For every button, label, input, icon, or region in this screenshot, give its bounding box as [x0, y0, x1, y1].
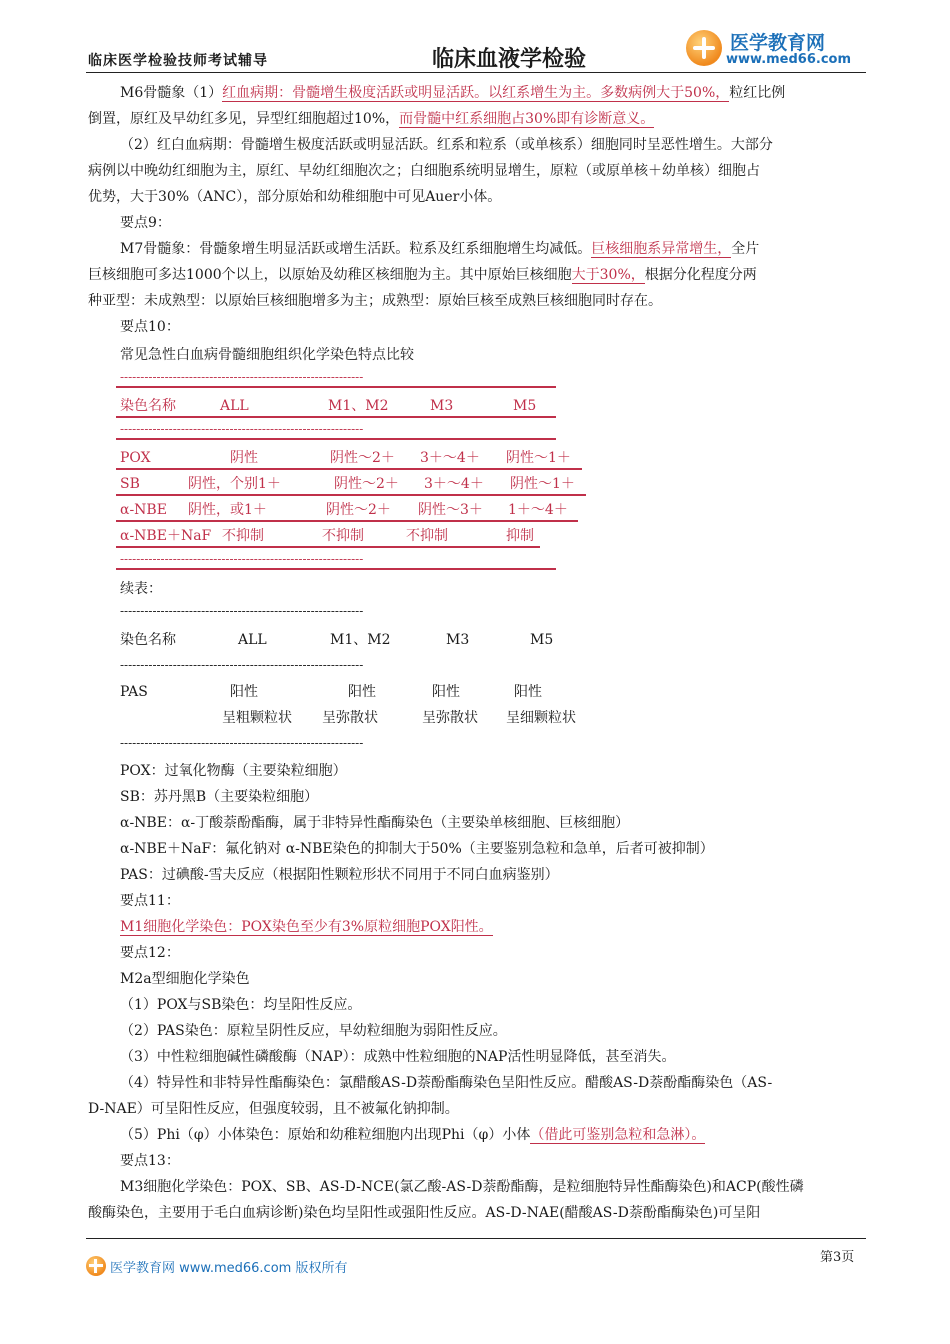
table1-header-0: 染色名称 — [120, 398, 176, 414]
table2-r2-c4: 呈细颗粒状 — [506, 710, 576, 726]
table2-dash-top: ------------------------------------------------------------ — [120, 604, 364, 618]
table1-dash-bottom: ------------------------------------------------------------ — [120, 552, 364, 566]
m2a-item-2: （2）PAS染色：原粒呈阴性反应，早幼粒细胞为弱阳性反应。 — [120, 1023, 507, 1039]
keypoint-10: 要点10： — [120, 319, 180, 335]
table1-r3-c4: 抑制 — [506, 528, 534, 544]
table1-r0-c3: 3＋～4＋ — [420, 450, 480, 466]
table1-header-1: ALL — [220, 398, 249, 414]
p2-line2: 病例以中晚幼红细胞为主，原红、早幼红细胞次之；白细胞系统明显增生，原粒（或原单核＋幼单核）细胞占 — [88, 163, 760, 179]
table1-r1-c2: 阴性～2＋ — [334, 476, 399, 492]
footer-divider — [86, 1238, 866, 1239]
p3-line3: 种亚型：未成熟型：以原始巨核细胞增多为主；成熟型：原始巨核至成熟巨核细胞同时存在。 — [88, 293, 662, 309]
table1-rule — [116, 520, 578, 522]
table1-r2-c3: 阴性～3＋ — [418, 502, 483, 518]
keypoint-9: 要点9： — [120, 215, 171, 231]
m2a-title: M2a型细胞化学染色 — [120, 971, 250, 987]
table2-header-1: ALL — [238, 632, 267, 648]
keypoint-11-text: M1细胞化学染色：POX染色至少有3%原粒细胞POX阳性。 — [120, 919, 493, 935]
table-title: 常见急性白血病骨髓细胞组织化学染色特点比较 — [120, 347, 414, 363]
note-pas: PAS：过碘酸-雪夫反应（根据阳性颗粒形状不同用于不同白血病鉴别） — [120, 867, 559, 883]
m2a-item-4: （4）特异性和非特异性酯酶染色：氯醋酸AS-D萘酚酯酶染色呈阳性反应。醋酸AS-D萘酚酯酶染色（AS- — [120, 1075, 773, 1091]
table2-dash-bottom: ------------------------------------------------------------ — [120, 736, 364, 750]
p2-line1: （2）红白血病期：骨髓增生极度活跃或明显活跃。红系和粒系（或单核系）细胞同时呈恶性增生。大部分 — [120, 137, 773, 153]
table2-header-4: M5 — [530, 632, 554, 648]
keypoint-11: 要点11： — [120, 893, 180, 909]
table1-rule — [116, 438, 556, 440]
continued-label: 续表： — [120, 581, 162, 597]
table1-rule — [116, 546, 540, 548]
p1-line1: M6骨髓象（1）红血病期：骨髓增生极度活跃或明显活跃。以红系增生为主。多数病例大于50%，粒红比例 — [120, 85, 786, 101]
table2-r1-c0: PAS — [120, 684, 148, 700]
table1-r3-c3: 不抑制 — [406, 528, 448, 544]
m3-line1: M3细胞化学染色：POX、SB、AS-D-NCE(氯乙酸-AS-D萘酚酯酶，是粒细胞特异性酯酶染色)和ACP(酸性磷 — [120, 1179, 804, 1195]
table1-r0-c2: 阴性～2＋ — [330, 450, 395, 466]
m2a-item-5: （5）Phi（φ）小体染色：原始和幼稚粒细胞内出现Phi（φ）小体（借此可鉴别急粒和急淋）。 — [120, 1127, 706, 1143]
table2-dash-mid: ------------------------------------------------------------ — [120, 658, 364, 672]
keypoint-12: 要点12： — [120, 945, 180, 961]
logo-url: www.med66.com — [726, 52, 852, 67]
header-divider — [86, 72, 866, 73]
table1-r0-c4: 阴性～1＋ — [506, 450, 571, 466]
table1-r2-c1: 阴性，或1＋ — [188, 502, 267, 518]
table1-r1-c0: SB — [120, 476, 140, 492]
table2-header-3: M3 — [446, 632, 470, 648]
table1-r0-c1: 阴性 — [230, 450, 258, 466]
logo-cross-icon — [686, 30, 722, 66]
table1-dash-mid: ------------------------------------------------------------ — [120, 422, 364, 436]
table2-r1-c4: 阳性 — [514, 684, 542, 700]
table2-header-2: M1、M2 — [330, 632, 391, 648]
p2-line3: 优势，大于30%（ANC），部分原始和幼稚细胞中可见Auer小体。 — [88, 189, 502, 205]
table1-r2-c0: α-NBE — [120, 502, 167, 518]
table1-r2-c2: 阴性～2＋ — [326, 502, 391, 518]
footer-copyright[interactable]: 医学教育网 www.med66.com 版权所有 — [110, 1261, 348, 1276]
table1-r1-c4: 阴性～1＋ — [510, 476, 575, 492]
table1-r1-c3: 3＋～4＋ — [424, 476, 484, 492]
note-nbe: α-NBE：α-丁酸萘酚酯酶，属于非特异性酯酶染色（主要染单核细胞、巨核细胞） — [120, 815, 630, 831]
table1-r0-c0: POX — [120, 450, 151, 466]
table2-header-0: 染色名称 — [120, 632, 176, 648]
header-left-title: 临床医学检验技师考试辅导 — [88, 53, 268, 69]
table1-rule — [116, 386, 556, 388]
keypoint-13: 要点13： — [120, 1153, 180, 1169]
table1-r3-c1: 不抑制 — [222, 528, 264, 544]
footer-logo-icon — [86, 1256, 106, 1276]
table1-r3-c2: 不抑制 — [322, 528, 364, 544]
table1-header-2: M1、M2 — [328, 398, 389, 414]
table1-rule — [116, 468, 582, 470]
note-sb: SB：苏丹黑B（主要染粒细胞） — [120, 789, 319, 805]
table1-header-4: M5 — [513, 398, 537, 414]
table2-r2-c2: 呈弥散状 — [322, 710, 378, 726]
m2a-item-3: （3）中性粒细胞碱性磷酸酶（NAP）：成熟中性粒细胞的NAP活性明显降低，甚至消失。 — [120, 1049, 676, 1065]
table1-rule — [116, 494, 586, 496]
table2-r2-c3: 呈弥散状 — [422, 710, 478, 726]
table1-r1-c1: 阴性，个别1＋ — [188, 476, 281, 492]
table1-dash-top: ------------------------------------------------------------ — [120, 370, 364, 384]
p3-line2: 巨核细胞可多达1000个以上，以原始及幼稚区核细胞为主。其中原始巨核细胞大于30%，根据分化程度分两 — [88, 267, 757, 283]
table1-r2-c4: 1＋～4＋ — [508, 502, 568, 518]
table2-r2-c1: 呈粗颗粒状 — [222, 710, 292, 726]
table1-rule — [116, 416, 556, 418]
page-title: 临床血液学检验 — [432, 47, 587, 72]
table2-r1-c3: 阳性 — [432, 684, 460, 700]
p1-line2: 倒置，原红及早幼红多见，异型红细胞超过10%，而骨髓中红系细胞占30%即有诊断意义。 — [88, 111, 655, 127]
note-pox: POX：过氧化物酶（主要染粒细胞） — [120, 763, 347, 779]
m2a-item-1: （1）POX与SB染色：均呈阳性反应。 — [120, 997, 362, 1013]
m2a-item-4-cont: D-NAE）可呈阳性反应，但强度较弱，且不被氟化钠抑制。 — [88, 1101, 459, 1117]
table1-rule — [116, 568, 556, 570]
p3-line1: M7骨髓象：骨髓象增生明显活跃或增生活跃。粒系及红系细胞增生均减低。巨核细胞系异常增生，全片 — [120, 241, 760, 257]
table1-header-3: M3 — [430, 398, 454, 414]
logo-name: 医学教育网 — [730, 32, 826, 54]
m3-line2: 酸酶染色，主要用于毛白血病诊断)染色均呈阳性或强阳性反应。AS-D-NAE(醋酸AS-D萘酚酯酶染色)可呈阳 — [88, 1205, 761, 1221]
table1-r3-c0: α-NBE＋NaF — [120, 528, 212, 544]
page-number: 第3页 — [820, 1250, 855, 1265]
note-nbe-naf: α-NBE＋NaF：氟化钠对 α-NBE染色的抑制大于50%（主要鉴别急粒和急单，后者可被抑制） — [120, 841, 714, 857]
logo[interactable] — [686, 28, 866, 72]
table2-r1-c1: 阳性 — [230, 684, 258, 700]
table2-r1-c2: 阳性 — [348, 684, 376, 700]
